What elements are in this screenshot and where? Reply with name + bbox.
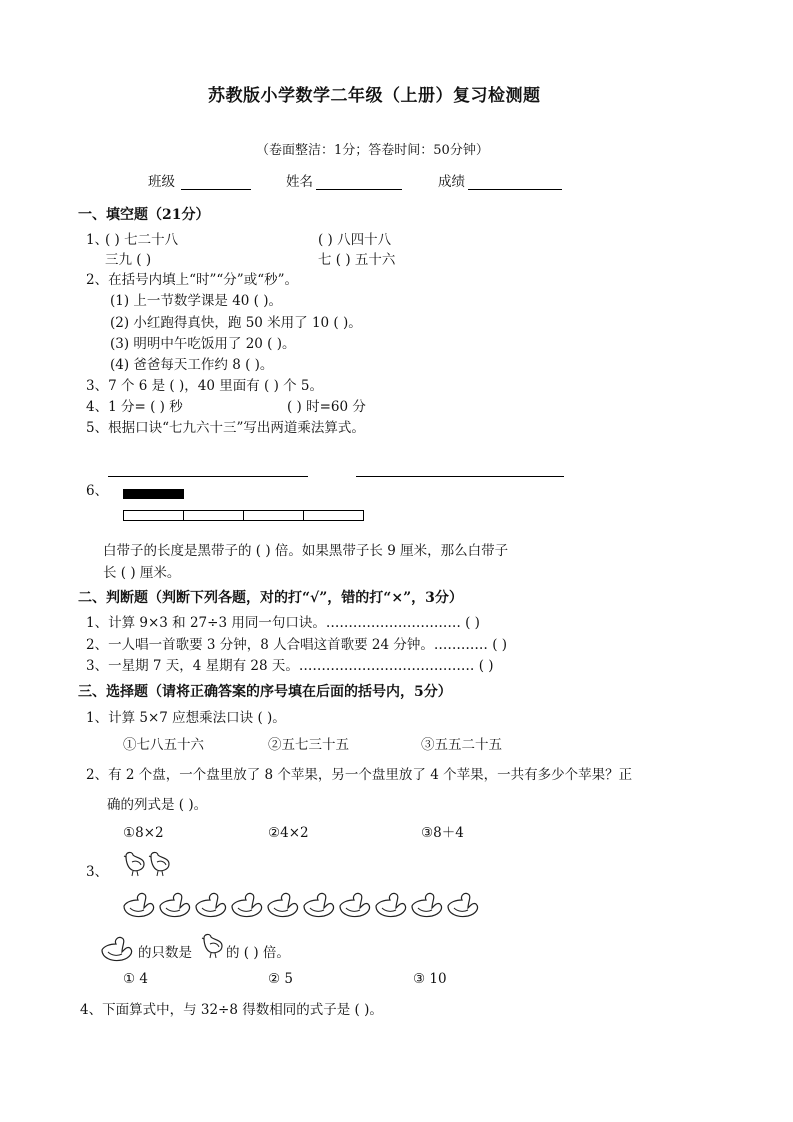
duck-icon xyxy=(376,893,406,916)
choice-q2-stem-1: 2、有 2 个盘，一个盘里放了 8 个苹果，另一个盘里放了 4 个苹果，一共有多少个苹果？正 xyxy=(86,767,633,783)
q2-item-3[interactable]: (3) 明明中午吃饭用了 20 ( )。 xyxy=(110,336,296,352)
q2-item-1[interactable]: (1) 上一节数学课是 40 ( )。 xyxy=(110,293,282,309)
exam-note: （卷面整洁：1分；答卷时间：50分钟） xyxy=(256,143,489,158)
choice-q2-option-2[interactable]: ②4×2 xyxy=(268,825,309,841)
q5-answer-line-2[interactable] xyxy=(356,476,564,477)
choice-q3-text-a: 的只数是 xyxy=(138,945,192,961)
duck-icon xyxy=(124,893,154,916)
q3[interactable]: 3、7 个 6 是 ( )，40 里面有 ( ) 个 5。 xyxy=(86,378,324,394)
class-label: 班级 xyxy=(148,174,175,190)
choice-q3-text-b[interactable]: 的 ( ) 倍。 xyxy=(226,945,290,961)
page-title: 苏教版小学数学二年级（上册）复习检测题 xyxy=(208,86,541,106)
q1-item-a[interactable]: ( ) 七二十八 xyxy=(105,232,179,248)
chicken-icon xyxy=(200,932,224,960)
chicken-group-icon xyxy=(122,850,174,878)
duck-icon xyxy=(102,937,132,960)
section-1-title: 一、填空题（21分） xyxy=(78,207,210,223)
section-3-title: 三、选择题（请将正确答案的序号填在后面的括号内，5分） xyxy=(78,684,452,700)
q4-a[interactable]: 4、1 分= ( ) 秒 xyxy=(86,399,183,415)
duck-icon xyxy=(232,893,262,916)
judge-item-1[interactable]: 1、计算 9×3 和 27÷3 用同一句口诀。………………………… ( ) xyxy=(86,615,480,631)
white-ribbon-segment xyxy=(184,511,244,520)
duck-icon xyxy=(304,893,334,916)
score-field[interactable] xyxy=(468,189,562,190)
choice-q3-option-1[interactable]: ① 4 xyxy=(123,971,148,987)
q2-stem: 2、在括号内填上“时”“分”或“秒”。 xyxy=(86,272,298,288)
white-ribbon-segment xyxy=(124,511,184,520)
white-ribbon-segment xyxy=(304,511,363,520)
choice-q4-stem[interactable]: 4、下面算式中，与 32÷8 得数相同的式子是 ( )。 xyxy=(80,1002,383,1018)
q5-answer-line-1[interactable] xyxy=(108,476,308,477)
q6-line-1[interactable]: 白带子的长度是黑带子的 ( ) 倍。如果黑带子长 9 厘米，那么白带子 xyxy=(103,543,509,559)
q2-item-2[interactable]: (2) 小红跑得真快，跑 50 米用了 10 ( )。 xyxy=(110,315,362,331)
choice-q3-option-3[interactable]: ③ 10 xyxy=(413,971,447,987)
choice-q1-option-1[interactable]: ①七八五十六 xyxy=(123,737,204,753)
duck-icon xyxy=(196,893,226,916)
black-ribbon xyxy=(123,489,184,499)
q4-b[interactable]: ( ) 时=60 分 xyxy=(287,399,366,415)
duck-icon xyxy=(100,934,136,962)
q6-line-2[interactable]: 长 ( ) 厘米。 xyxy=(103,565,181,581)
q1-item-d[interactable]: 七 ( ) 五十六 xyxy=(318,252,396,268)
white-ribbon-segment xyxy=(244,511,304,520)
choice-q3-option-2[interactable]: ② 5 xyxy=(268,971,293,987)
q1-number: 1、 xyxy=(86,232,109,248)
score-label: 成绩 xyxy=(438,174,465,190)
white-ribbon xyxy=(123,510,364,521)
name-label: 姓名 xyxy=(286,174,313,190)
duck-icon xyxy=(448,893,478,916)
choice-q1-option-3[interactable]: ③五五二十五 xyxy=(421,737,502,753)
duck-icon xyxy=(340,893,370,916)
duck-group-icon xyxy=(122,890,484,920)
judge-item-3[interactable]: 3、一星期 7 天，4 星期有 28 天。………………………………… ( ) xyxy=(86,658,494,674)
q1-item-b[interactable]: ( ) 八四十八 xyxy=(318,232,392,248)
q6-number: 6、 xyxy=(86,483,109,499)
duck-icon xyxy=(160,893,190,916)
choice-q2-stem-2: 确的列式是 ( )。 xyxy=(107,797,208,813)
duck-icon xyxy=(268,893,298,916)
name-field[interactable] xyxy=(316,189,402,190)
choice-q1-stem: 1、计算 5×7 应想乘法口诀 ( )。 xyxy=(86,710,286,726)
q2-item-4[interactable]: (4) 爸爸每天工作约 8 ( )。 xyxy=(110,357,274,373)
q5: 5、根据口诀“七九六十三”写出两道乘法算式。 xyxy=(86,420,365,436)
choice-q1-option-2[interactable]: ②五七三十五 xyxy=(268,737,349,753)
class-field[interactable] xyxy=(181,189,251,190)
q1-item-c[interactable]: 三九 ( ) xyxy=(105,252,152,268)
duck-icon xyxy=(412,893,442,916)
choice-q2-option-1[interactable]: ①8×2 xyxy=(123,825,164,841)
judge-item-2[interactable]: 2、一人唱一首歌要 3 分钟，8 人合唱这首歌要 24 分钟。………… ( ) xyxy=(86,637,508,653)
choice-q3-number: 3、 xyxy=(86,864,109,880)
section-2-title: 二、判断题（判断下列各题，对的打“√”，错的打“×”，3分） xyxy=(78,590,463,606)
choice-q2-option-3[interactable]: ③8＋4 xyxy=(421,825,464,841)
